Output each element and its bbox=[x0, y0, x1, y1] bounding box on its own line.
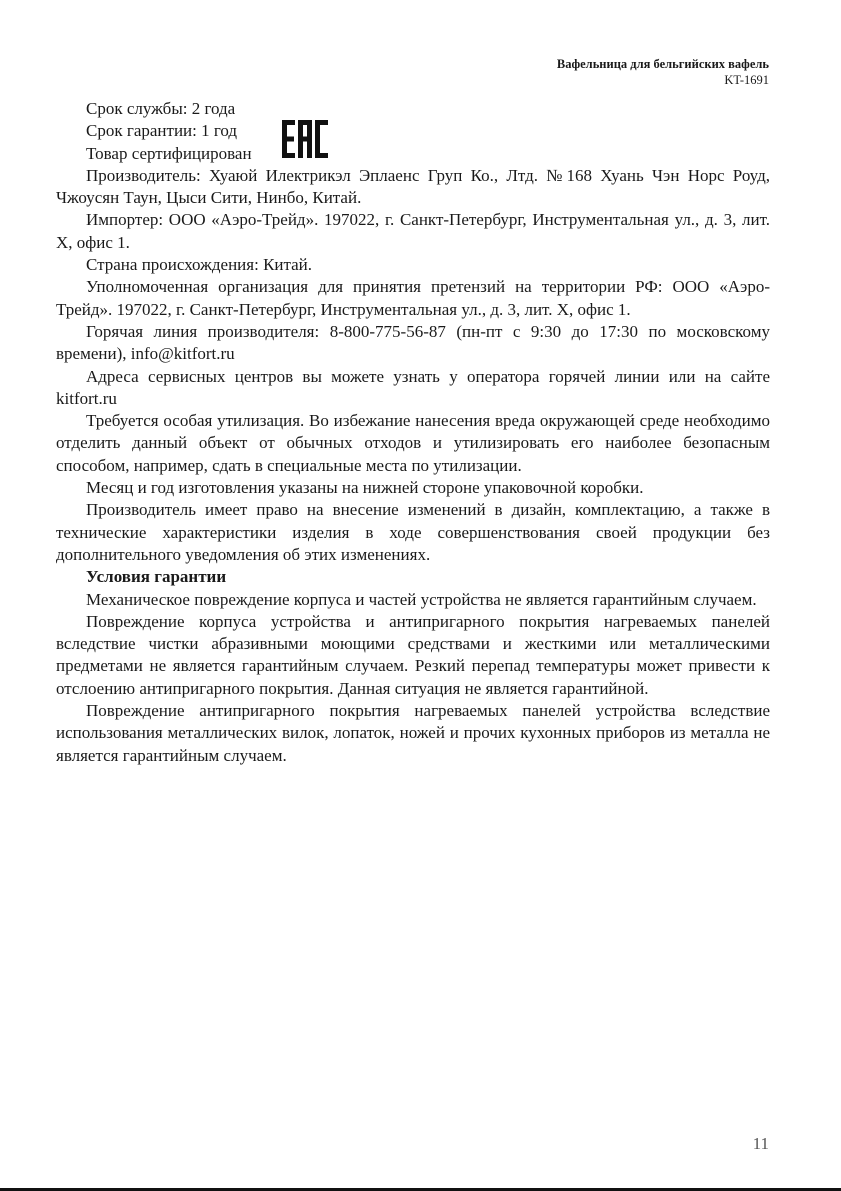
paragraph-service-centers: Адреса сервисных центров вы можете узнать у оператора горячей линии или на сайте kitfort.ru bbox=[56, 366, 770, 408]
warranty-period: Срок гарантии: 1 год bbox=[86, 121, 238, 141]
service-life: Срок службы: 2 года bbox=[86, 99, 236, 118]
paragraph-importer: Импортер: ООО «Аэро-Трейд». 197022, г. Санкт-Петербург, Инструментальная ул., д. 3, лит. Х, офис 1. bbox=[56, 210, 770, 252]
product-model: KT-1691 bbox=[724, 73, 769, 87]
paragraph-changes-notice: Производитель имеет право на внесение изменений в дизайн, комплектацию, а также в технические характеристики изделия в ходе совершенствования своей продукции без дополнительного уведомления об этих изменениях. bbox=[56, 500, 770, 564]
paragraph-hotline: Горячая линия производителя: 8-800-775-56-87 (пн-пт с 9:30 до 17:30 по московскому времени), info@kitfort.ru bbox=[56, 321, 770, 364]
warranty-paragraph: Механическое повреждение корпуса и частей устройства не является гарантийным случаем. bbox=[86, 589, 757, 609]
paragraph-claims-organization: Уполномоченная организация для принятия претензий на территории РФ: ООО «Аэро-Трейд». 197022, г. Санкт-Петербург, Инструментальная ул., д. 3, лит. Х, офис 1. bbox=[56, 277, 770, 319]
paragraph-disposal: Требуется особая утилизация. Во избежание нанесения вреда окружающей среде необходимо отделить данный объект от обычных отходов и утилизировать его наиболее безопасным способом, например, сдать в специальные места по утилизации. bbox=[56, 411, 770, 475]
warranty-paragraph: Повреждение корпуса устройства и антипригарного покрытия нагреваемых панелей вследствие чистки абразивными моющими средствами и жесткими или металлическими предметами не является гарантийным случаем. Резкий перепад температуры может привести к отслоению антипригарного покрытия. Данная ситуация не является гарантийной. bbox=[56, 611, 770, 698]
warranty-heading: Условия гарантии bbox=[86, 567, 227, 587]
page-header bbox=[557, 56, 769, 88]
paragraph-manufacture-date: Месяц и год изготовления указаны на нижней стороне упаковочной коробки. bbox=[86, 478, 644, 498]
page-number: 11 bbox=[752, 1134, 769, 1153]
warranty-paragraph: Повреждение антипригарного покрытия нагреваемых панелей устройства вследствие использования металлических вилок, лопаток, ножей и прочих кухонных приборов из металла не является гарантийным случаем. bbox=[56, 701, 770, 765]
certification-block bbox=[56, 98, 770, 165]
paragraph-origin: Страна происхождения: Китай. bbox=[86, 255, 313, 275]
certified-text: Товар сертифицирован bbox=[86, 143, 252, 163]
document-body bbox=[56, 98, 770, 767]
paragraph-manufacturer: Производитель: Хуаюй Илектрикэл Эплаенс Груп Ко., Лтд. №168 Хуань Чэн Норс Роуд, Чжоусян Таун, Цыси Сити, Нинбо, Китай. bbox=[56, 165, 770, 208]
eac-mark-icon bbox=[282, 120, 328, 158]
product-title: Вафельница для бельгийских вафель bbox=[556, 57, 769, 71]
